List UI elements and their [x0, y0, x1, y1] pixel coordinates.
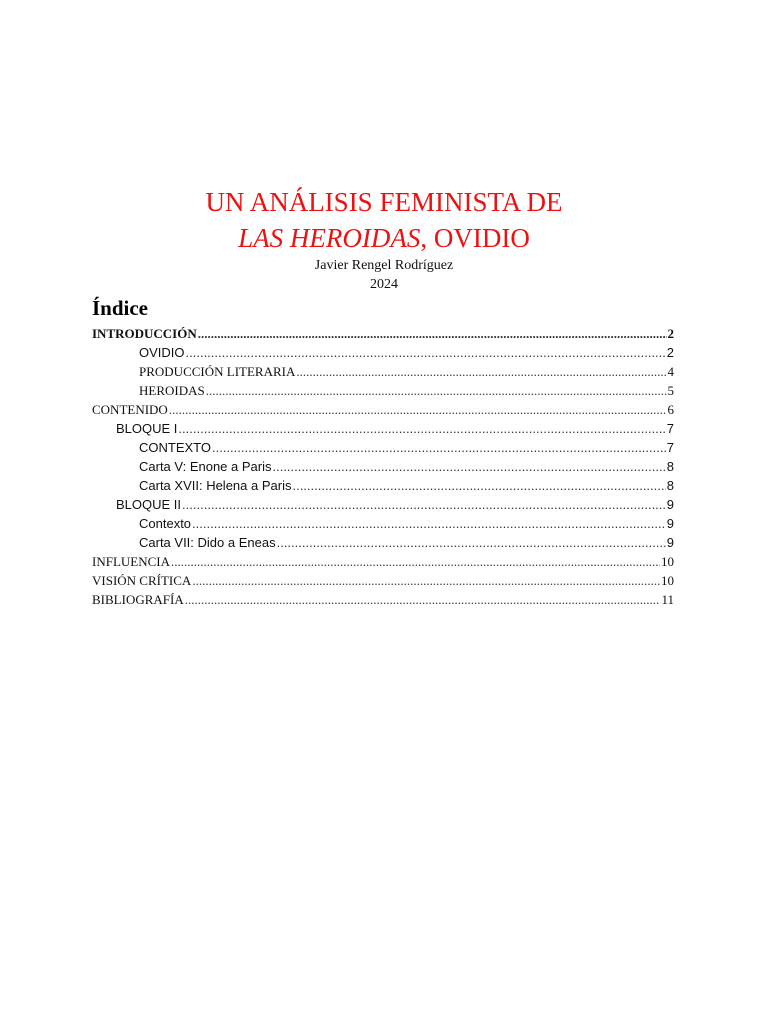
toc-page-number: 2 — [667, 326, 674, 341]
toc-leader — [292, 478, 665, 493]
toc-page-number: 10 — [661, 554, 674, 569]
toc-leader — [169, 402, 667, 418]
document-title-line-2 — [0, 221, 768, 255]
toc-label: BIBLIOGRAFÍA — [92, 592, 184, 607]
toc-label: BLOQUE I — [116, 421, 178, 436]
toc-entry-contexto-upper[interactable] — [92, 440, 674, 459]
toc-page-number: 7 — [666, 421, 674, 436]
toc-label: CONTENIDO — [92, 402, 168, 417]
toc-leader — [198, 326, 667, 342]
toc-entry-contexto[interactable] — [92, 516, 674, 535]
toc-page-number: 5 — [667, 383, 674, 398]
toc-page-number: 9 — [666, 535, 674, 550]
toc-label: BLOQUE II — [116, 497, 182, 512]
toc-leader — [277, 535, 666, 550]
toc-leader — [182, 497, 666, 512]
toc-page-number: 10 — [661, 573, 674, 588]
toc-leader — [212, 440, 666, 455]
toc-page-number: 7 — [666, 440, 674, 455]
toc-leader — [192, 573, 660, 589]
toc-entry-bibliografia[interactable] — [92, 592, 674, 611]
toc-label: HEROIDAS — [139, 383, 205, 398]
toc-leader — [185, 592, 661, 608]
toc-page-number: 2 — [666, 345, 674, 360]
toc-label: INTRODUCCIÓN — [92, 326, 197, 341]
toc-label: Carta VII: Dido a Eneas — [139, 535, 276, 550]
table-of-contents — [92, 326, 674, 611]
toc-entry-carta-v[interactable] — [92, 459, 674, 478]
toc-label: Carta V: Enone a Paris — [139, 459, 272, 474]
toc-entry-carta-xvii[interactable] — [92, 478, 674, 497]
toc-leader — [272, 459, 665, 474]
toc-page-number: 11 — [661, 592, 674, 607]
title-italic-work: LAS HEROIDAS — [238, 223, 421, 253]
toc-label: INFLUENCIA — [92, 554, 170, 569]
toc-label: OVIDIO — [139, 345, 185, 360]
toc-page-number: 8 — [666, 478, 674, 493]
toc-leader — [171, 554, 660, 570]
toc-entry-produccion-literaria[interactable] — [92, 364, 674, 383]
toc-label: CONTEXTO — [139, 440, 211, 455]
toc-entry-bloque-ii[interactable] — [92, 497, 674, 516]
toc-label: Contexto — [139, 516, 192, 531]
author-name: Javier Rengel Rodríguez — [314, 258, 454, 273]
toc-label: VISIÓN CRÍTICA — [92, 573, 192, 588]
title-text-2: , OVIDIO — [420, 223, 530, 253]
toc-entry-introduccion[interactable] — [92, 326, 674, 345]
title-text-1: UN ANÁLISIS FEMINISTA DE — [205, 187, 563, 217]
toc-entry-carta-vii[interactable] — [92, 535, 674, 554]
toc-leader — [296, 364, 666, 380]
toc-entry-ovidio[interactable] — [92, 345, 674, 364]
toc-entry-vision-critica[interactable] — [92, 573, 674, 592]
toc-label: Carta XVII: Helena a Paris — [139, 478, 292, 493]
toc-entry-bloque-i[interactable] — [92, 421, 674, 440]
toc-page-number: 9 — [666, 497, 674, 512]
toc-leader — [178, 421, 665, 436]
toc-entry-contenido[interactable] — [92, 402, 674, 421]
toc-leader — [206, 383, 667, 399]
toc-page-number: 8 — [666, 459, 674, 474]
index-heading: Índice — [92, 296, 149, 320]
toc-page-number: 9 — [666, 516, 674, 531]
toc-leader — [192, 516, 666, 531]
toc-entry-influencia[interactable] — [92, 554, 674, 573]
toc-label: PRODUCCIÓN LITERARIA — [139, 364, 296, 379]
toc-page-number: 6 — [667, 402, 674, 417]
toc-page-number: 4 — [667, 364, 674, 379]
document-title-line-1 — [0, 185, 768, 219]
document-year: 2024 — [370, 277, 398, 292]
toc-entry-heroidas[interactable] — [92, 383, 674, 402]
toc-leader — [186, 345, 666, 360]
